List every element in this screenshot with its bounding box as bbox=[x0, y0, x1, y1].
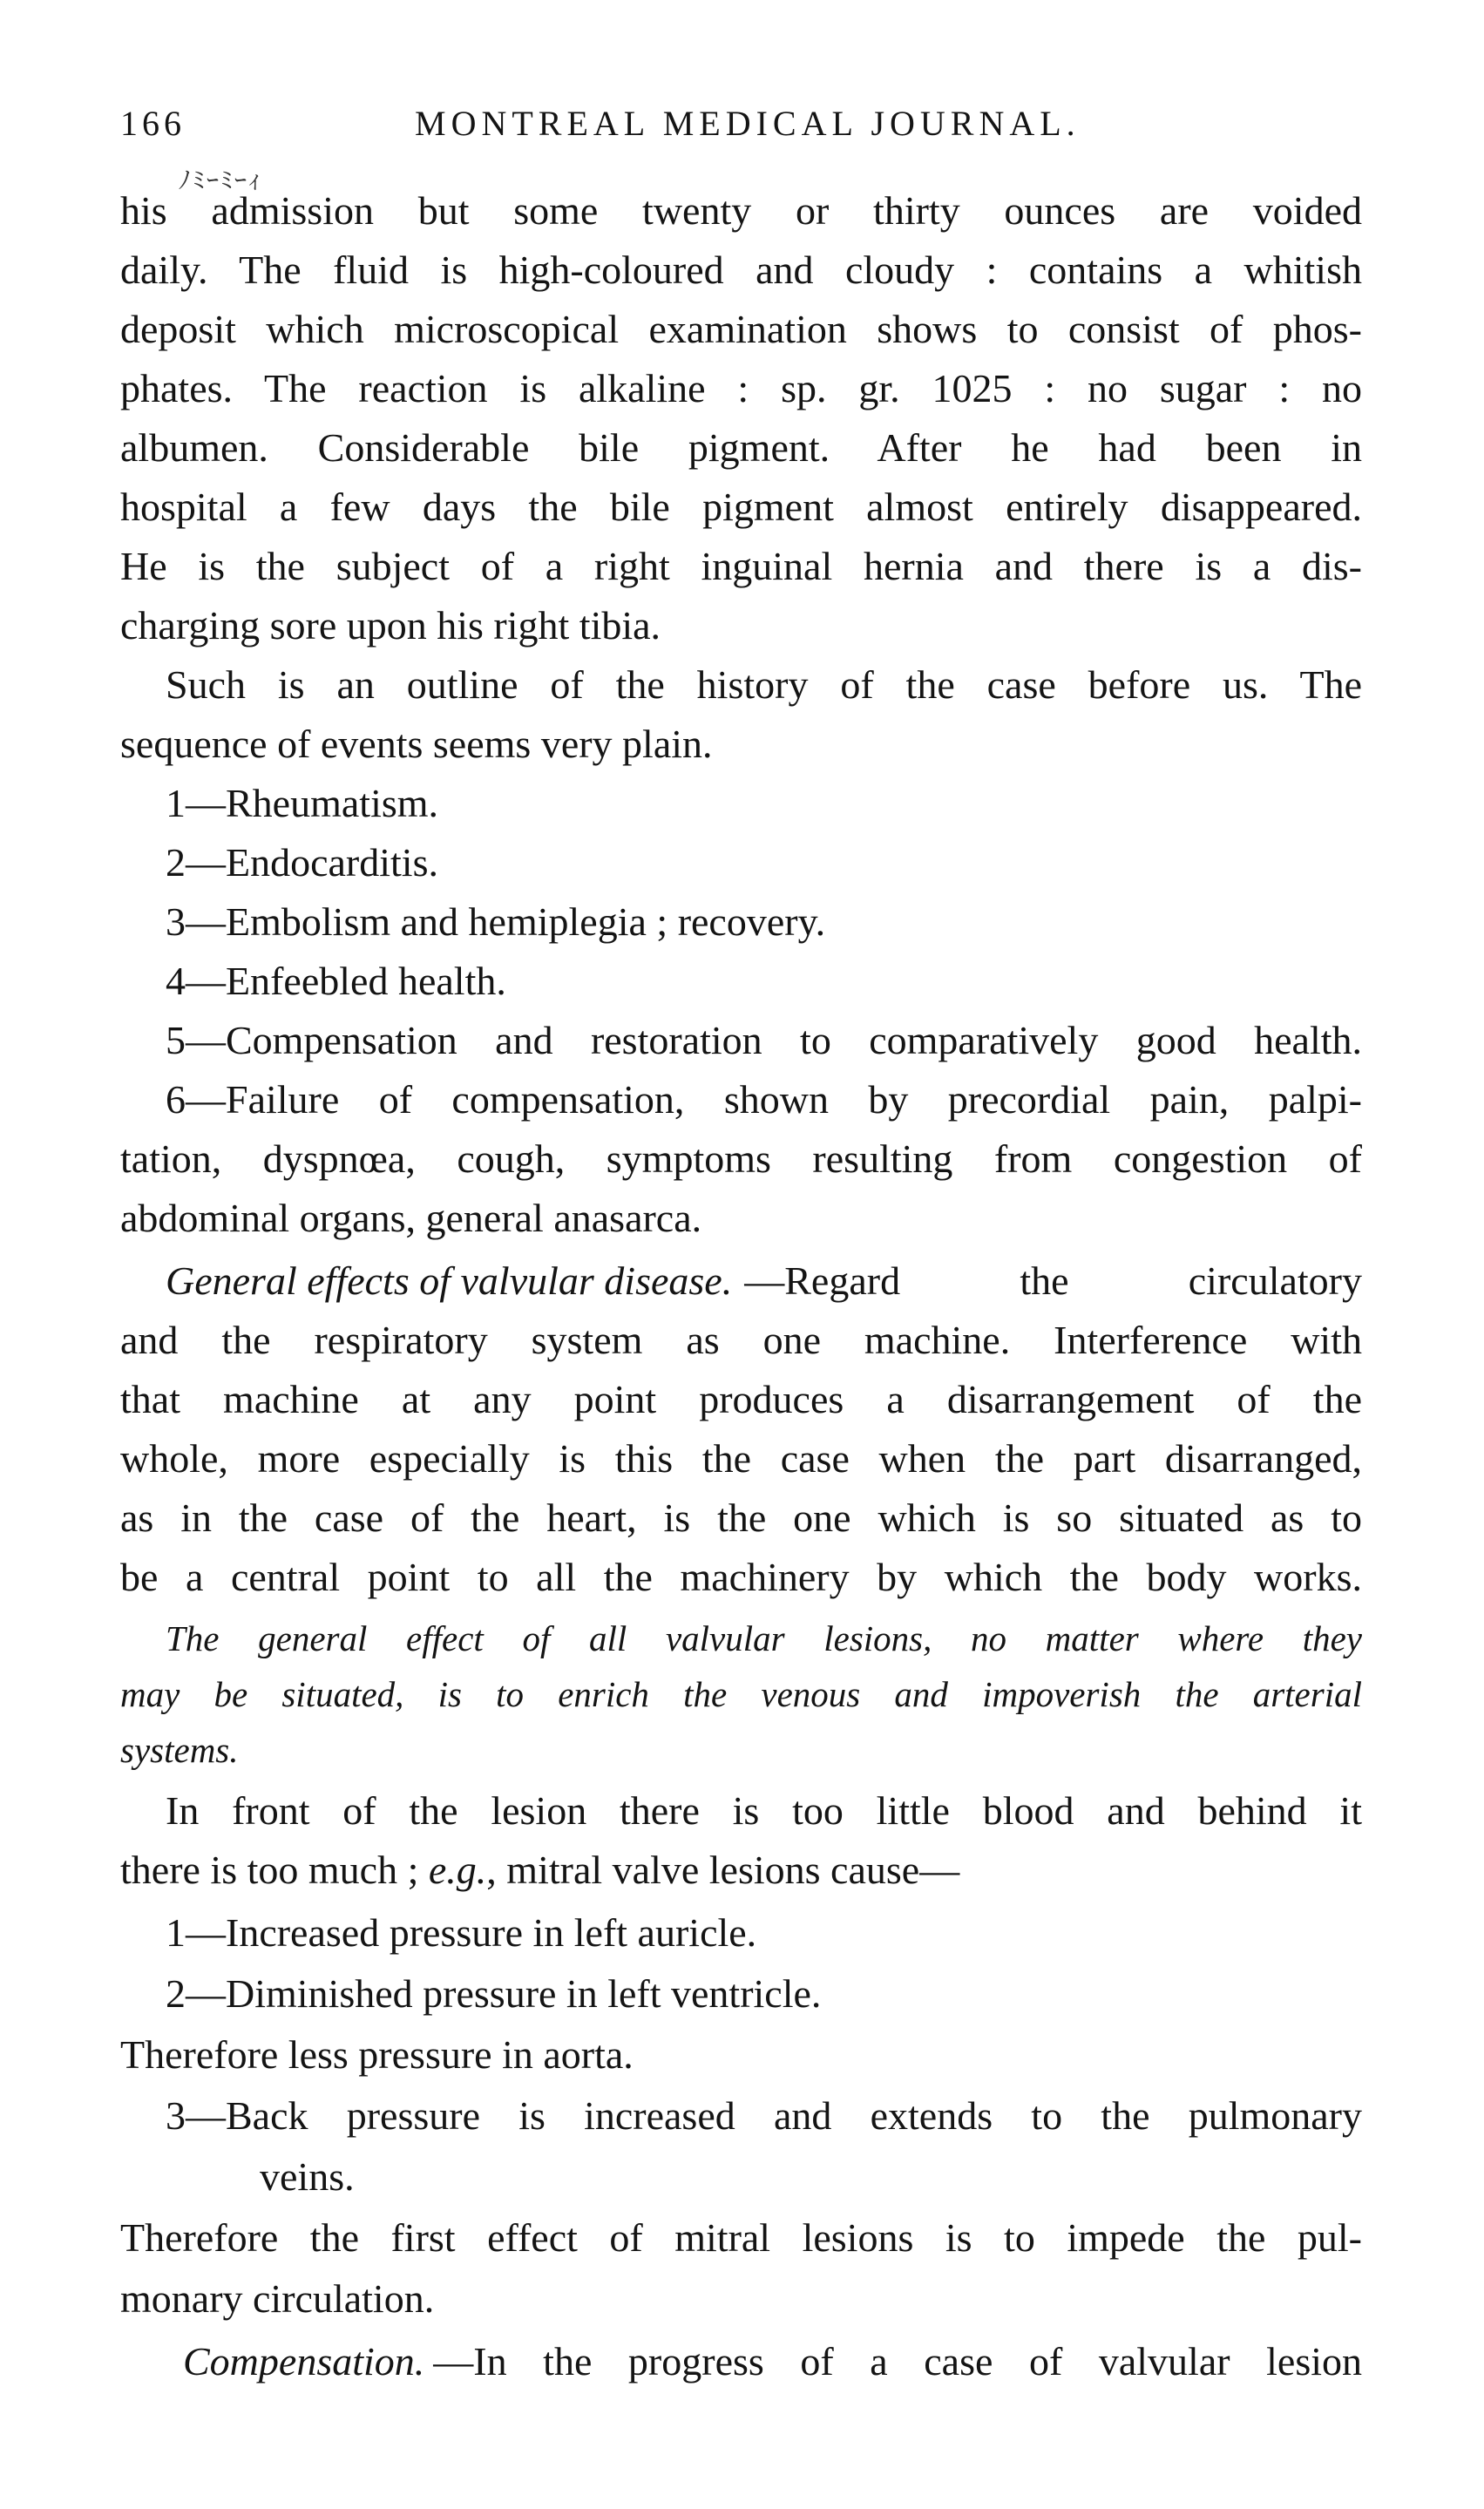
text-line: sequence of events seems very plain. bbox=[120, 722, 713, 766]
text-line: Therefore less pressure in aorta. bbox=[120, 2032, 634, 2077]
section-heading-line bbox=[166, 1255, 1362, 1307]
text-line: Therefore the first effect of mitral lesions is to impede the pul- bbox=[120, 2215, 1362, 2260]
text-line: He is the subject of a right inguinal hernia and there is a dis- bbox=[120, 544, 1362, 588]
text-line: as in the case of the heart, is the one which is so situated as to bbox=[120, 1495, 1362, 1540]
text-line: phates. The reaction is alkaline : sp. gr. 1025 : no sugar : no bbox=[120, 366, 1362, 410]
section-heading: General effects of valvular disease. bbox=[166, 1258, 733, 1303]
text-line: daily. The fluid is high-coloured and cloudy : contains a whitish bbox=[120, 248, 1362, 292]
italic-line: The general effect of all valvular lesions, no matter where they bbox=[166, 1618, 1362, 1658]
text-line: tation, dyspnœa, cough, symptoms resulting from congestion of bbox=[120, 1136, 1362, 1181]
text-line: abdominal organs, general anasarca. bbox=[120, 1196, 702, 1240]
text-line: be a central point to all the machinery by which the body works. bbox=[120, 1555, 1362, 1599]
text-line: veins. bbox=[260, 2154, 355, 2199]
text-line bbox=[120, 1844, 959, 1896]
text-line: deposit which microscopical examination shows to consist of phos- bbox=[120, 307, 1362, 351]
section-heading: Compensation. bbox=[183, 2339, 425, 2384]
text-line: whole, more especially is this the case when the part disarranged, bbox=[120, 1436, 1362, 1481]
running-title: MONTREAL MEDICAL JOURNAL. bbox=[415, 104, 1081, 143]
list-item: 5—Compensation and restoration to comparatively good health. bbox=[166, 1018, 1362, 1062]
text-line: In front of the lesion there is too little blood and behind it bbox=[166, 1788, 1362, 1833]
list-item: 3—Back pressure is increased and extends to the pulmonary bbox=[166, 2093, 1362, 2138]
text-run: —In the progress of a case of valvular lesion bbox=[433, 2339, 1362, 2384]
list-item: 1—Rheumatism. bbox=[166, 781, 439, 825]
text-line: hospital a few days the bile pigment almost entirely disappeared. bbox=[120, 485, 1362, 529]
list-item: 4—Enfeebled health. bbox=[166, 959, 506, 1003]
text-line: and the respiratory system as one machine. Interference with bbox=[120, 1318, 1362, 1362]
list-item: 2—Diminished pressure in left ventricle. bbox=[166, 1971, 822, 2016]
text-line: Such is an outline of the history of the case before us. The bbox=[166, 662, 1362, 707]
text-run: there is too much ; bbox=[120, 1848, 419, 1892]
text-line: that machine at any point produces a disarrangement of the bbox=[120, 1377, 1362, 1421]
section-heading-line bbox=[183, 2336, 1362, 2388]
italic-line: systems. bbox=[120, 1730, 239, 1770]
page-number: 166 bbox=[120, 104, 186, 143]
margin-mark: ﾉﾐｰﾐｰｨ bbox=[179, 167, 263, 194]
text-line: his admission but some twenty or thirty ounces are voided bbox=[120, 188, 1362, 233]
text-run: , mitral valve lesions cause— bbox=[486, 1848, 960, 1892]
text-line: monary circulation. bbox=[120, 2276, 435, 2321]
list-item: 1—Increased pressure in left auricle. bbox=[166, 1910, 757, 1955]
text-line: albumen. Considerable bile pigment. After he had been in bbox=[120, 425, 1362, 470]
abbreviation: e.g. bbox=[428, 1848, 487, 1892]
text-run: —Regard the circulatory bbox=[744, 1258, 1362, 1303]
list-item: 2—Endocarditis. bbox=[166, 840, 438, 885]
list-item: 3—Embolism and hemiplegia ; recovery. bbox=[166, 899, 826, 944]
italic-line: may be situated, is to enrich the venous and impoverish the arterial bbox=[120, 1674, 1362, 1714]
page-header bbox=[120, 103, 1375, 155]
list-item: 6—Failure of compensation, shown by precordial pain, palpi- bbox=[166, 1077, 1362, 1122]
text-line: charging sore upon his right tibia. bbox=[120, 603, 661, 648]
